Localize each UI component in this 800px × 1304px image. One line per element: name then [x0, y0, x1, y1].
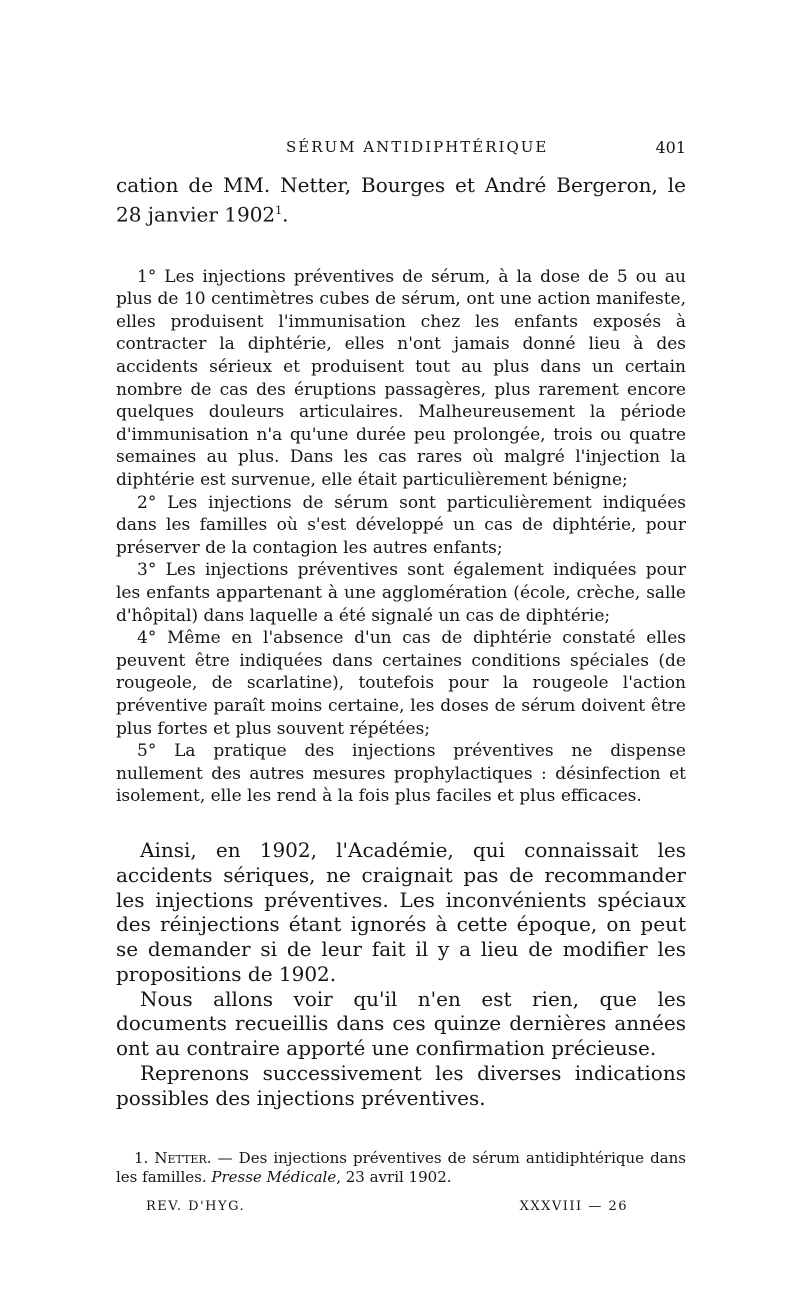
conclusion-item: 2° Les injections de sérum sont particulièrement indiquées dans les familles où s'est développé un cas de diphtérie, pour préserver de la contagion les autres enfants;: [116, 492, 686, 558]
body-paragraph: Ainsi, en 1902, l'Académie, qui connaissait les accidents sériques, ne craignait pas de recommander les injections préventives. Les inconvénients spéciaux des réinjections étant ignorés à cette époque, on peut se demander si de leur fait il y a lieu de modifier les propositions de 1902.: [116, 837, 686, 986]
intro-paragraph: [116, 172, 686, 228]
volume-signature: XXXVIII — 26: [519, 1198, 628, 1214]
conclusion-item: 1° Les injections préventives de sérum, à la dose de 5 ou au plus de 10 centimètres cubes de sérum, ont une action manifeste, elles produisent l'immunisation chez les enfants exposés à contracter la diphtérie, elles n'ont jamais donné lieu à des accidents sérieux et produisent tout au plus dans un certain nombre de cas des éruptions passagères, plus rarement encore quelques douleurs articulaires. Malheureusement la période d'immunisation n'a qu'une durée peu prolongée, trois ou quatre semaines au plus. Dans les cas rares où malgré l'injection la diphtérie est survenue, elle était particulièrement bénigne;: [116, 266, 686, 490]
conclusions-list: [116, 266, 686, 808]
footnote-reference: 1: [275, 204, 283, 217]
signature-line: [116, 1195, 686, 1219]
page-number: 401: [655, 138, 686, 157]
body-paragraph: Reprenons successivement les diverses indications possibles des injections préventives.: [116, 1061, 686, 1110]
footnote-number: 1.: [134, 1148, 149, 1167]
conclusion-item: 3° Les injections préventives sont également indiquées pour les enfants appartenant à une agglomération (école, crèche, salle d'hôpital) dans laquelle a été signalé un cas de diphtérie;: [116, 560, 686, 626]
footnote-date: , 23 avril 1902.: [336, 1167, 452, 1186]
body-paragraph: Nous allons voir qu'il n'en est rien, que les documents recueillis dans ces quinze dernières années ont au contraire apporté une confirmation précieuse.: [116, 986, 686, 1061]
footnote-text: [116, 1149, 686, 1187]
running-title: SÉRUM ANTIDIPHTÉRIQUE: [286, 138, 549, 156]
journal-signature: REV. D'HYG.: [146, 1198, 246, 1214]
footnote: [116, 1149, 686, 1187]
conclusion-item: 5° La pratique des injections préventives ne dispense nullement des autres mesures prophylactiques : désinfection et isolement, elle les rend à la fois plus faciles et plus efficaces.: [116, 741, 686, 807]
footnote-author: Netter.: [154, 1148, 212, 1167]
intro-text: cation de MM. Netter, Bourges et André Bergeron, le 28 janvier 1902: [116, 173, 686, 227]
document-page: [116, 130, 686, 1219]
body-text: [116, 838, 686, 1111]
intro-end: .: [282, 202, 289, 227]
footnote-journal: Presse Médicale: [211, 1167, 337, 1186]
footnote-title: — Des injections préventives de sérum antidiphtérique dans les familles.: [116, 1148, 686, 1186]
conclusion-item: 4° Même en l'absence d'un cas de diphtérie constaté elles peuvent être indiquées dans certaines conditions spéciales (de rougeole, de scarlatine), toutefois pour la rougeole l'action préventive paraît moins certaine, les doses de sérum doivent être plus fortes et plus souvent répétées;: [116, 628, 686, 739]
running-header: [116, 130, 686, 160]
